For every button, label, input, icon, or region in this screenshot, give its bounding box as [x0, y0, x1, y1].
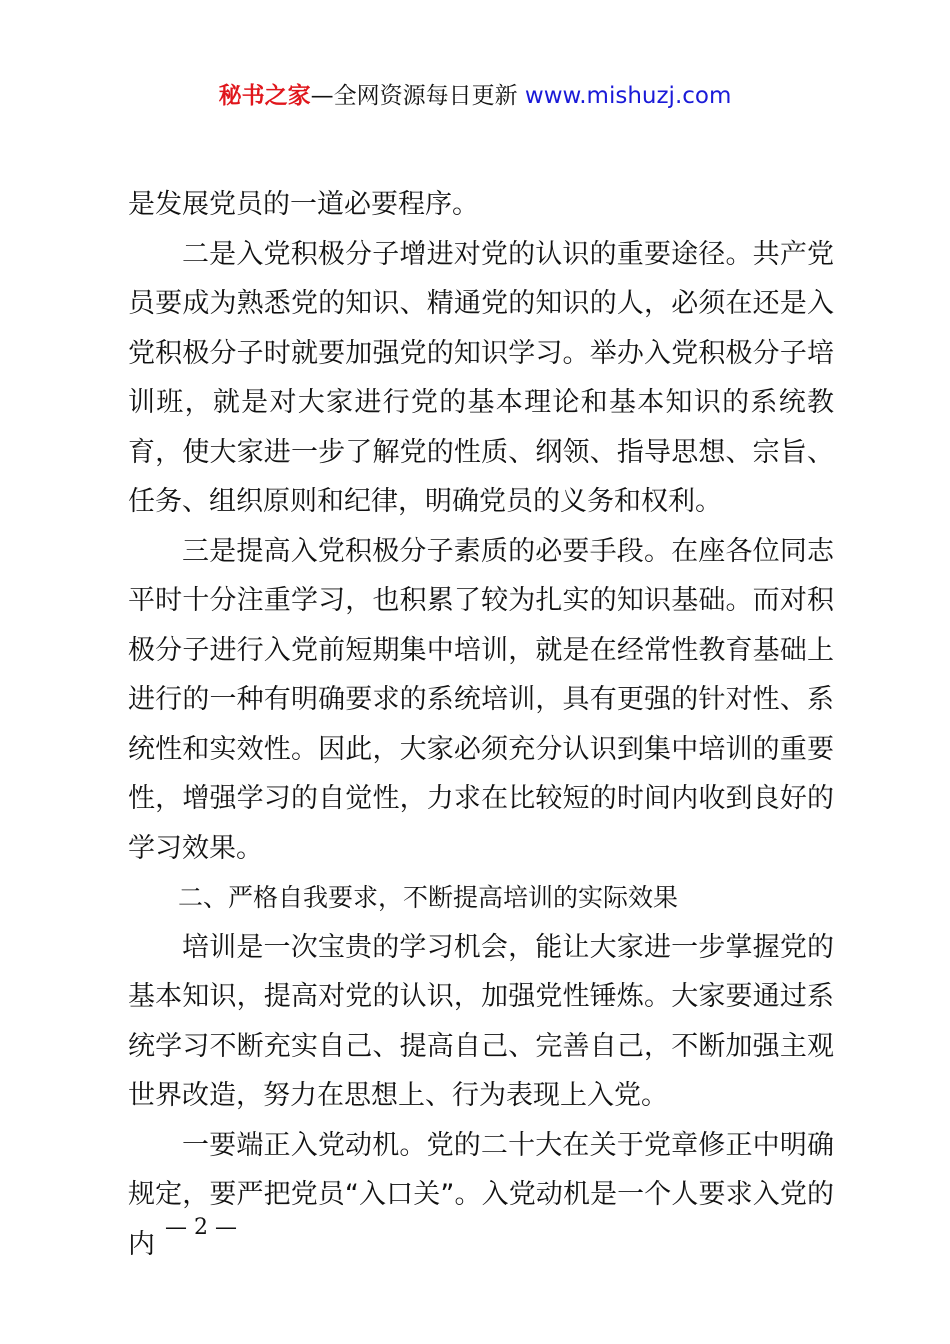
paragraph: 二是入党积极分子增进对党的认识的重要途径。共产党员要成为熟悉党的知识、精通党的知识的人，必须在还是入党积极分子时就要加强党的知识学习。举办入党积极分子培训班，就是对大家进行党的基本理论和基本知识的系统教育，使大家进一步了解党的性质、纲领、指导思想、宗旨、任务、组织原则和纪律，明确党员的义务和权利。 — [128, 238, 834, 517]
document-body — [128, 180, 834, 1269]
site-url-link[interactable]: www.mishuzj.com — [524, 83, 732, 109]
site-header — [0, 80, 950, 112]
paragraph-continued: 是发展党员的一道必要程序。 — [128, 189, 479, 220]
page-number: — 2 — — [165, 1215, 237, 1240]
paragraph: 一要端正入党动机。党的二十大在关于党章修正中明确规定，要严把党员“入口关”。入党动机是一个人要求入党的内 — [128, 1129, 834, 1260]
site-tagline: —全网资源每日更新 — [310, 83, 525, 109]
section-heading: 二、严格自我要求，不断提高培训的实际效果 — [178, 883, 679, 912]
paragraph: 培训是一次宝贵的学习机会，能让大家进一步掌握党的基本知识，提高对党的认识，加强党性锤炼。大家要通过系统学习不断充实自己、提高自己、完善自己，不断加强主观世界改造，努力在思想上、行为表现上入党。 — [128, 931, 834, 1111]
paragraph: 三是提高入党积极分子素质的必要手段。在座各位同志平时十分注重学习，也积累了较为扎实的知识基础。而对积极分子进行入党前短期集中培训，就是在经常性教育基础上进行的一种有明确要求的系统培训，具有更强的针对性、系统性和实效性。因此，大家必须充分认识到集中培训的重要性，增强学习的自觉性，力求在比较短的时间内收到良好的学习效果。 — [128, 535, 834, 864]
site-brand: 秘书之家 — [218, 83, 311, 109]
